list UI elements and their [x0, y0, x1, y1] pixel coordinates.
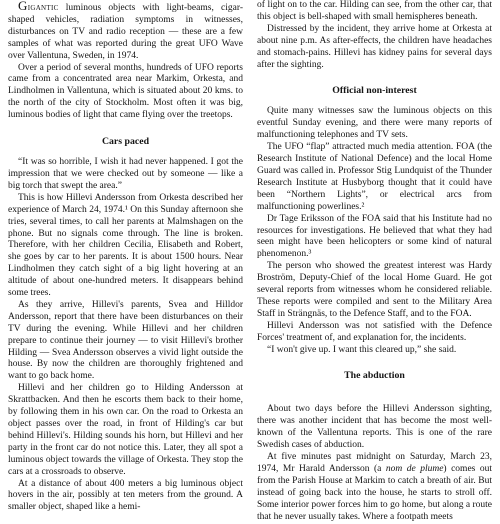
- paragraph: of light on to the car. Hilding can see, from the other car, that this object is bell-shaped with small hemispheres beneath.: [257, 0, 492, 22]
- intro-paragraph: Gigantic luminous objects with light-beams, cigar-shaped vehicles, radiation symptoms in witnesses, disturbances on TV and radio reception — these are a few samples of what was reported during the great UFO Wave over Vallentuna, Sweden, in 1974.: [8, 0, 243, 61]
- section-heading-cars-paced: Cars paced: [101, 136, 150, 148]
- paragraph: The person who showed the greatest interest was Hardy Broström, Deputy-Chief of the local Home Guard. He got several reports from witnesses whom he considered reliable. These reports were compiled and sent to the Military Area Staff in Strängnäs, to the Defence Staff, and to the FOA.: [257, 261, 492, 319]
- paragraph: Distressed by the incident, they arrive home at Orkesta at about nine p.m. As after-effects, the children have headaches and stomach-pains. Hillevi has kidney pains for several days after the sighting.: [257, 23, 492, 70]
- article-column-right: [257, 0, 493, 522]
- paragraph: This is how Hillevi Andersson from Orkesta described her experience of March 24, 1974.¹ On this Sunday afternoon she tries, several times, to call her parents at Malmshagen on the phone. But no signals come through. The line is broken. Therefore, with her children Cecilia, Elisabeth and Robert, she goes by car to her parents. It is about 1500 hours. Near Lindholmen they catch sight of a big light hovering at an altitude of about one-hundred meters. It disappears behind some trees.: [8, 192, 243, 299]
- article-column-left: [8, 0, 243, 513]
- paragraph: Quite many witnesses saw the luminous objects on this eventful Sunday evening, and there were many reports of malfunctioning telephones and TV sets.: [257, 106, 492, 141]
- paragraph: As they arrive, Hillevi's parents, Svea and Hilldor Andersson, report that there have been disturbances on their TV during the evening. While Hillevi and her children prepare to continue their journey — to visit Hillevi's brother Hilding — Svea Andersson observes a vivid light outside the house. By now the children are thoroughly frightened and want to go back home.: [8, 299, 243, 382]
- paragraph: About two days before the Hillevi Andersson sighting, there was another incident that has become the most well-known of the Vallentuna reports. This is one of the rare Swedish cases of abduction.: [257, 404, 492, 451]
- paragraph: Hillevi and her children go to Hilding Andersson at Skrattbacken. And then he escorts them back to their home, by following them in his own car. On the road to Orkesta an object passes over the road, in front of Hilding's car but behind Hillevi's. Hilding sounds his horn, but Hillevi and her party in the front car do not notice this. Later, they all spot a luminous object towards the village of Orkesta. They stop the cars at a crossroads to observe.: [8, 383, 243, 477]
- section-heading-official-non-interest: Official non-interest: [332, 85, 417, 97]
- paragraph: Dr Tage Eriksson of the FOA said that his Institute had no resources for investigations. He believed that what they had seen might have been helicopters or some kind of natural phenomenon.³: [257, 213, 492, 260]
- witness-quote: “It was so horrible, I wish it had never happened. I got the impression that we were checked out by someone — like a big torch that swept the area.”: [8, 157, 243, 191]
- paragraph: Hillevi Andersson was not satisfied with the Defence Forces' treatment of, and explanation for, the incidents.: [257, 320, 492, 343]
- section-heading-the-abduction: The abduction: [344, 370, 405, 382]
- drop-cap-word: Gigantic: [18, 0, 59, 13]
- paragraph: At five minutes past midnight on Saturday, March 23, 1974, Mr Harald Andersson (a nom de plume) comes out from the Parish House at Markim to catch a breath of air. But instead of going back into the house, he starts to stroll off. Some interior power forces him to go home, but along a route that he never usually takes. Where a footpath meets: [257, 452, 493, 522]
- paragraph: Over a period of several months, hundreds of UFO reports came from a concentrated area near Markim, Orkesta, and Lindholmen in Vallentuna, which is situated about 20 kms. to the north of the city of Stockholm. Most often it was big, luminous bodies of light that came flying over the treetops.: [8, 62, 243, 121]
- witness-quote: “I won't give up. I want this cleared up,” she said.: [267, 344, 457, 355]
- paragraph: The UFO “flap” attracted much media attention. FOA (the Research Institute of National Defence) and the local Home Guard was called in. Professor Stig Lundquist of the Thunder Research Institute at Husbyborg thought that it could have been “Northern Lights”, or electrical arcs from malfunctioning powerlines.²: [257, 142, 492, 212]
- paragraph: At a distance of about 400 meters a big luminous object hovers in the air, possibly at ten meters from the ground. A smaller object, shaped like a hemi-: [8, 478, 243, 513]
- italic-phrase: nom de plume: [385, 464, 444, 474]
